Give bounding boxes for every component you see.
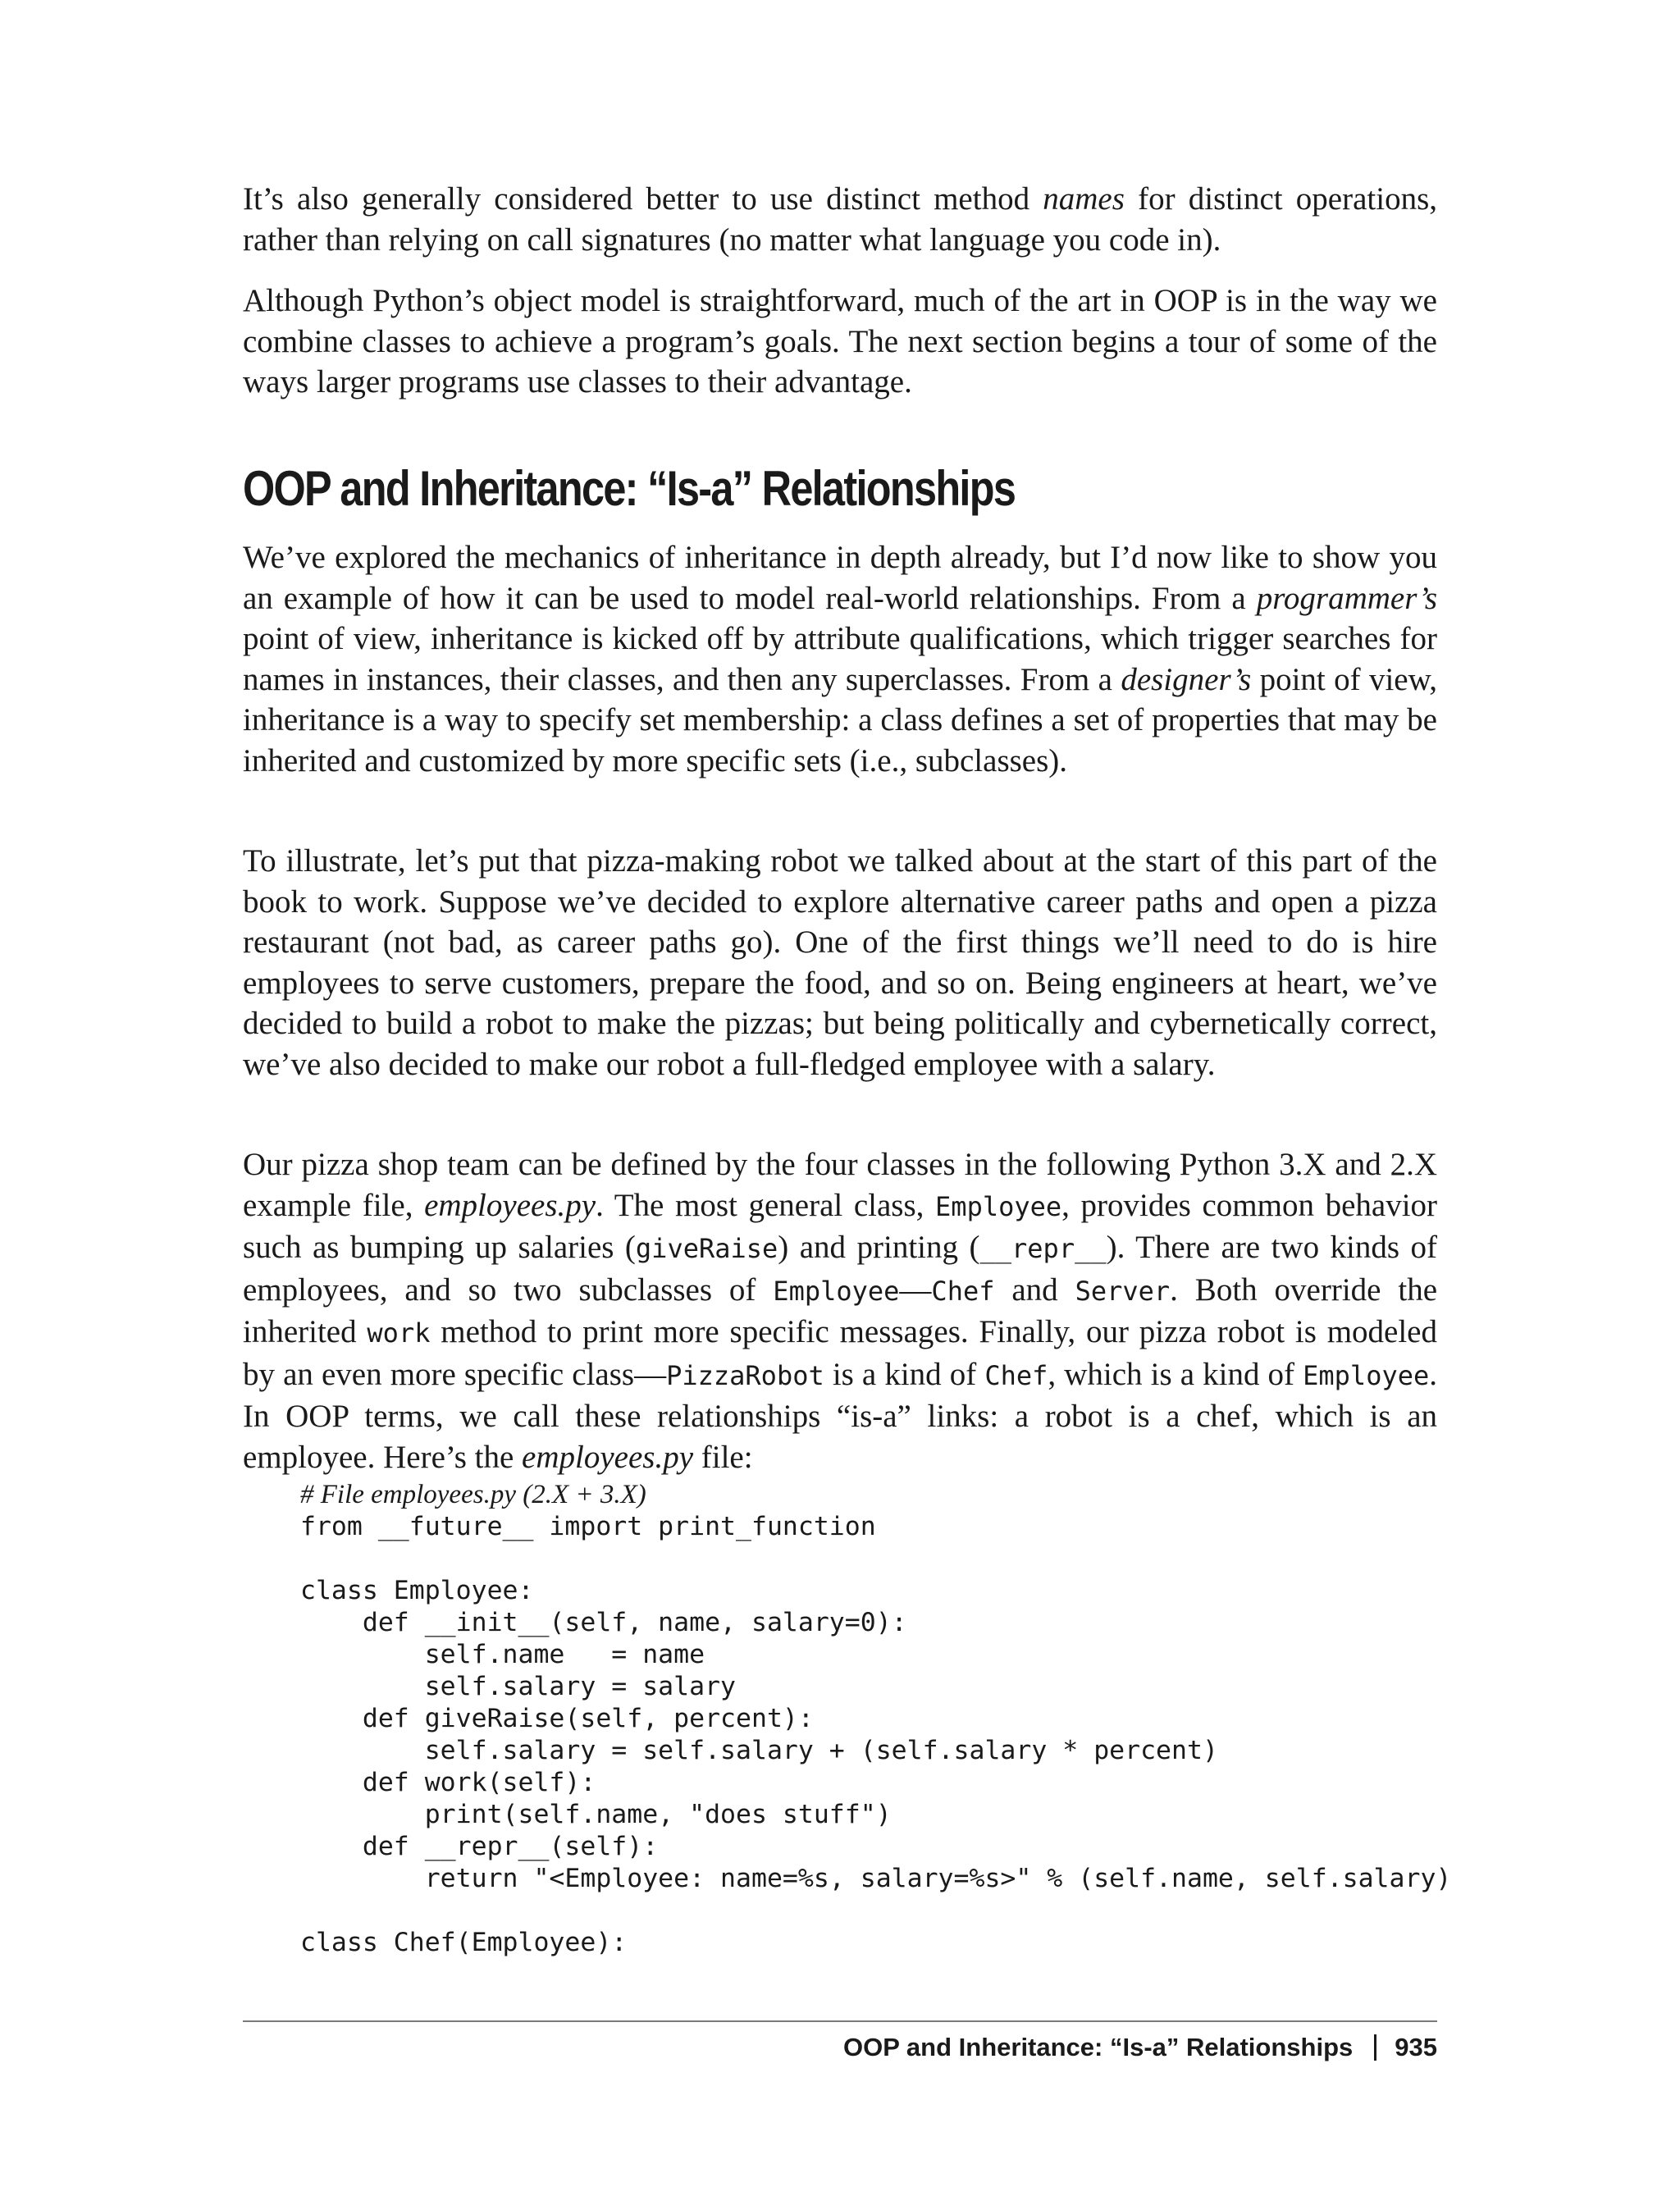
- paragraph-text: for distinct operations, rather than relying on call signatures (no matter what language you code in).: [243, 181, 1437, 258]
- footer-divider: [243, 2020, 1437, 2022]
- code-listing: [300, 1479, 1451, 1959]
- section-heading: OOP and Inheritance: “Is-a” Relationships: [243, 461, 1016, 516]
- body-paragraph: Although Python’s object model is straightforward, much of the art in OOP is in the way we combine classes to achieve a program’s goals. The next section begins a tour of some of the ways larger programs use classes to their advantage.: [243, 283, 1437, 399]
- emphasis-text: programmer’s: [1256, 580, 1437, 616]
- paragraph-text: ). There are two kinds of employees, and so two subclasses of: [243, 1230, 1438, 1308]
- emphasis-text: designer’s: [1121, 661, 1252, 697]
- paragraph-text: . In OOP terms, we call these relationships “is-a” links: a robot is a chef, which is an employee. Here’s the: [243, 1356, 1437, 1475]
- footer-separator: [1374, 2034, 1376, 2061]
- body-paragraph: To illustrate, let’s put that pizza-making robot we talked about at the start of this part of the book to work. Suppose we’ve decided to explore alternative career paths and open a pizza restaurant (not bad, as career paths go). One of the first things we’ll need to do is hire employees to serve customers, prepare the food, and so on. Being engineers at heart, we’ve decided to build a robot to make the pizzas; but being politically and cybernetically correct, we’ve also decided to make our robot a full-fledged employee with a salary.: [243, 843, 1437, 1082]
- inline-code: Employee: [773, 1275, 900, 1307]
- body-paragraph: [243, 537, 1437, 781]
- inline-code: PizzaRobot: [666, 1359, 824, 1391]
- inline-code: __repr__: [979, 1233, 1107, 1264]
- body-paragraph: [243, 179, 1437, 260]
- page-number: 935: [1395, 2033, 1437, 2061]
- inline-code: Employee: [1303, 1359, 1430, 1391]
- code-body: from __future__ import print_function class Employee: def __init__(self, name, salary=0): self.name = name self.salary = salary def giveRaise(self, percent): self.salary = self.salary + (self.salary * percent) def work(self): print(self.name, "does stuff") def __repr__(self): return "<Employee: name=%s, salary=%s>" % (self.name, self.salary) class Chef(Employee):: [300, 1512, 1452, 1957]
- paragraph-text: . The most general class,: [596, 1187, 936, 1223]
- inline-code: Server: [1075, 1275, 1171, 1307]
- inline-code: giveRaise: [635, 1233, 778, 1264]
- filename-text: employees.py: [522, 1439, 694, 1475]
- paragraph-text: is a kind of: [824, 1356, 985, 1392]
- filename-text: employees.py: [424, 1187, 596, 1223]
- inline-code: Chef: [984, 1359, 1048, 1391]
- paragraph-text: We’ve explored the mechanics of inheritance in depth already, but I’d now like to show you an example of how it can be used to model real-world relationships. From a: [243, 540, 1437, 616]
- paragraph-text: point of view, inheritance is a way to specify set membership: a class defines a set of properties that may be inherited and customized by more specific sets (i.e., subclasses).: [243, 661, 1437, 778]
- paragraph-text: method to print more specific messages. Finally, our pizza robot is modeled by an even more specific class—: [243, 1314, 1437, 1392]
- page-footer: [843, 2031, 1437, 2064]
- running-footer-title: OOP and Inheritance: “Is-a” Relationships: [842, 2033, 1354, 2061]
- paragraph-text: . Both override the inherited: [243, 1271, 1438, 1349]
- inline-code: work: [367, 1317, 431, 1349]
- paragraph-text: ) and printing (: [778, 1230, 980, 1265]
- inline-code: Chef: [931, 1275, 995, 1307]
- paragraph-text: , which is a kind of: [1048, 1356, 1303, 1392]
- paragraph-text: —: [899, 1271, 932, 1308]
- paragraph-text: point of view, inheritance is kicked off by attribute qualifications, which trigger searches for names in instances, their classes, and then any superclasses. From a: [243, 621, 1437, 697]
- paragraph-text: It’s also generally considered better to use distinct method: [243, 181, 1043, 217]
- paragraph-text: file:: [693, 1439, 753, 1475]
- inline-code: Employee: [935, 1190, 1062, 1222]
- paragraph-text: and: [994, 1271, 1075, 1308]
- paragraph-text: , provides common behavior such as bumping up salaries (: [243, 1187, 1438, 1265]
- code-comment: # File employees.py (2.X + 3.X): [300, 1480, 646, 1509]
- paragraph-text: Our pizza shop team can be defined by the four classes in the following Python 3.X and 2.X example file,: [243, 1147, 1437, 1223]
- emphasis-text: names: [1043, 181, 1125, 217]
- body-paragraph: [243, 1144, 1437, 1477]
